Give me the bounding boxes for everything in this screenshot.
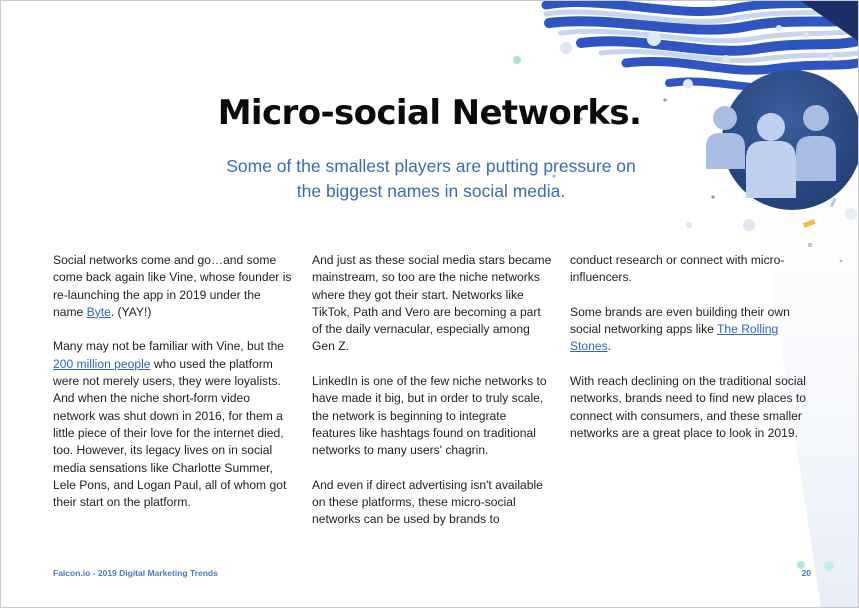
- subtitle-line-1: Some of the smallest players are putting pressure on: [226, 156, 636, 176]
- page-title: Micro-social Networks.: [217, 93, 642, 133]
- paragraph-text: .: [607, 339, 612, 354]
- 200-million-people-link[interactable]: 200 million people: [53, 356, 151, 371]
- text-column-2: [312, 252, 552, 546]
- footer-source: Falcon.io - 2019 Digital Marketing Trends: [53, 568, 218, 578]
- byte-link[interactable]: Byte: [86, 304, 111, 319]
- text-column-3: [570, 252, 810, 460]
- paragraph: conduct research or connect with micro-influencers.: [570, 253, 785, 285]
- page-subtitle: [191, 154, 671, 204]
- subtitle-line-2: the biggest names in social media.: [296, 181, 566, 201]
- paragraph: LinkedIn is one of the few niche networks to have made it big, but in order to truly scale, the network is beginning to integrate features like hashtags found on traditional networks to many users' chagrin.: [312, 374, 547, 458]
- page-number: 20: [801, 568, 811, 578]
- paragraph-text: who used the platform were not merely users, they were loyalists. And when the niche short-form video network was shut down in 2016, for them a little piece of their love for the internet died, too. However, its legacy lives on in social media sensations like Charlotte Summer, Lele Pons, and Logan Paul, all of whom got their start on the platform.: [53, 356, 287, 510]
- paragraph: [570, 304, 810, 356]
- paragraph: [53, 338, 293, 511]
- paragraph-text: Many may not be familiar with Vine, but the: [53, 339, 285, 354]
- paragraph: With reach declining on the traditional social networks, brands need to find new places to connect with consumers, and these smaller networks are a great place to look in 2019.: [570, 374, 806, 440]
- text-column-1: [53, 252, 293, 529]
- paragraph-text: Some brands are even building their own social networking apps like: [570, 304, 790, 337]
- paragraph-text: . (YAY!): [110, 304, 152, 319]
- paragraph: And even if direct advertising isn't available on these platforms, these micro-social networks can be used by brands to: [312, 477, 543, 527]
- rolling-stones-link[interactable]: The Rolling Stones: [570, 322, 779, 354]
- paragraph: And just as these social media stars became mainstream, so too are the niche networks where they got their start. Networks like TikTok, Path and Vero are becoming a part of the daily vernacular, especially among Gen Z.: [312, 253, 552, 354]
- paragraph-text: Social networks come and go…and some come back again like Vine, whose founder is re-launching the app in 2019 under the name: [53, 253, 292, 319]
- paragraph: [53, 252, 293, 321]
